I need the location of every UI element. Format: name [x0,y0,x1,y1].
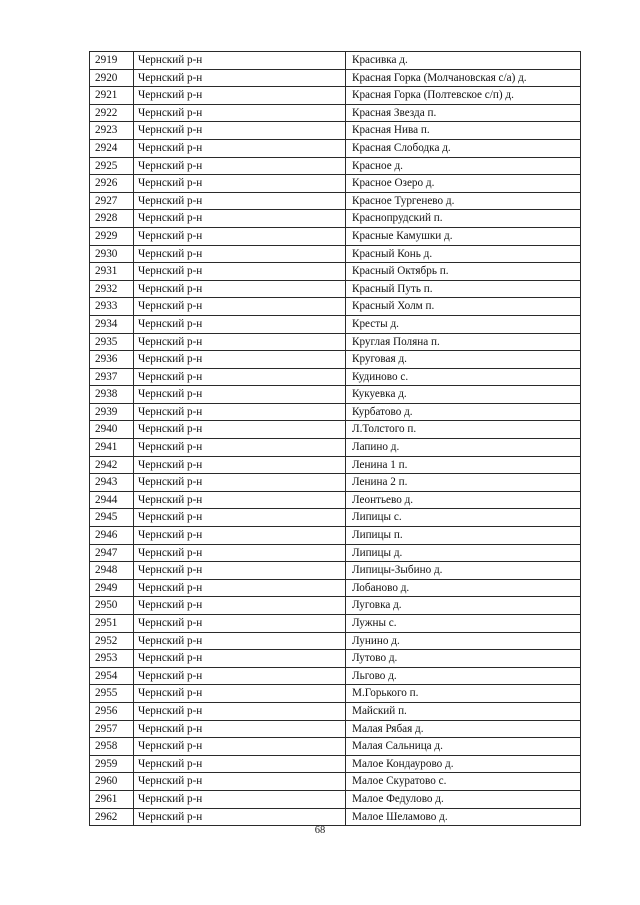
row-number-cell: 2949 [90,579,134,597]
table-row [90,87,581,105]
region-cell: Чернский р-н [134,738,346,756]
settlement-cell: Красный Путь п. [346,280,581,298]
row-number-cell: 2922 [90,104,134,122]
row-number-cell: 2940 [90,421,134,439]
table-row [90,245,581,263]
region-cell: Чернский р-н [134,351,346,369]
table-row [90,192,581,210]
table-row [90,650,581,668]
table-row [90,280,581,298]
settlement-cell: Красные Камушки д. [346,227,581,245]
row-number-cell: 2943 [90,474,134,492]
settlement-cell: Липицы-Зыбино д. [346,562,581,580]
settlement-cell: Кукуевка д. [346,386,581,404]
region-cell: Чернский р-н [134,87,346,105]
region-cell: Чернский р-н [134,421,346,439]
region-cell: Чернский р-н [134,491,346,509]
row-number-cell: 2945 [90,509,134,527]
region-cell: Чернский р-н [134,474,346,492]
row-number-cell: 2926 [90,175,134,193]
table-row [90,667,581,685]
row-number-cell: 2953 [90,650,134,668]
region-cell: Чернский р-н [134,579,346,597]
row-number-cell: 2958 [90,738,134,756]
row-number-cell: 2919 [90,52,134,70]
settlement-cell: Ленина 1 п. [346,456,581,474]
settlement-cell: Красный Холм п. [346,298,581,316]
settlement-cell: Красное д. [346,157,581,175]
row-number-cell: 2954 [90,667,134,685]
row-number-cell: 2961 [90,790,134,808]
row-number-cell: 2939 [90,403,134,421]
table-body [90,52,581,826]
region-cell: Чернский р-н [134,368,346,386]
row-number-cell: 2931 [90,263,134,281]
region-cell: Чернский р-н [134,615,346,633]
settlement-cell: Майский п. [346,702,581,720]
table-row [90,351,581,369]
row-number-cell: 2960 [90,773,134,791]
region-cell: Чернский р-н [134,439,346,457]
table-row [90,368,581,386]
settlement-cell: Краснопрудский п. [346,210,581,228]
settlement-cell: Лапино д. [346,439,581,457]
settlement-cell: Курбатово д. [346,403,581,421]
table-row [90,386,581,404]
region-cell: Чернский р-н [134,175,346,193]
row-number-cell: 2950 [90,597,134,615]
row-number-cell: 2928 [90,210,134,228]
table-row [90,615,581,633]
row-number-cell: 2952 [90,632,134,650]
row-number-cell: 2957 [90,720,134,738]
table-row [90,403,581,421]
region-cell: Чернский р-н [134,720,346,738]
row-number-cell: 2933 [90,298,134,316]
region-cell: Чернский р-н [134,702,346,720]
settlement-cell: Л.Толстого п. [346,421,581,439]
settlement-cell: Красная Горка (Молчановская с/а) д. [346,69,581,87]
region-cell: Чернский р-н [134,544,346,562]
region-cell: Чернский р-н [134,456,346,474]
table-row [90,544,581,562]
region-cell: Чернский р-н [134,562,346,580]
table-row [90,456,581,474]
settlement-cell: Малая Сальница д. [346,738,581,756]
region-cell: Чернский р-н [134,104,346,122]
region-cell: Чернский р-н [134,403,346,421]
row-number-cell: 2920 [90,69,134,87]
region-cell: Чернский р-н [134,192,346,210]
table-row [90,755,581,773]
table-row [90,52,581,70]
settlement-cell: Лунино д. [346,632,581,650]
region-cell: Чернский р-н [134,298,346,316]
table-row [90,439,581,457]
settlement-cell: Красная Слободка д. [346,139,581,157]
row-number-cell: 2927 [90,192,134,210]
table-row [90,808,581,826]
row-number-cell: 2941 [90,439,134,457]
region-cell: Чернский р-н [134,122,346,140]
row-number-cell: 2938 [90,386,134,404]
row-number-cell: 2944 [90,491,134,509]
settlement-cell: Красное Тургенево д. [346,192,581,210]
table-row [90,509,581,527]
region-cell: Чернский р-н [134,790,346,808]
settlement-cell: Красивка д. [346,52,581,70]
row-number-cell: 2935 [90,333,134,351]
region-cell: Чернский р-н [134,808,346,826]
row-number-cell: 2951 [90,615,134,633]
settlement-cell: Красное Озеро д. [346,175,581,193]
settlement-cell: Круговая д. [346,351,581,369]
table-row [90,104,581,122]
table-row [90,210,581,228]
region-cell: Чернский р-н [134,773,346,791]
table-row [90,720,581,738]
region-cell: Чернский р-н [134,632,346,650]
region-cell: Чернский р-н [134,210,346,228]
region-cell: Чернский р-н [134,315,346,333]
table-row [90,227,581,245]
table-row [90,527,581,545]
table-row [90,632,581,650]
table-row [90,263,581,281]
settlement-cell: Липицы п. [346,527,581,545]
settlement-cell: Малое Шеламово д. [346,808,581,826]
settlement-cell: Красная Звезда п. [346,104,581,122]
table-row [90,157,581,175]
table-row [90,562,581,580]
table-row [90,139,581,157]
settlement-cell: Кудиново с. [346,368,581,386]
region-cell: Чернский р-н [134,157,346,175]
row-number-cell: 2923 [90,122,134,140]
settlement-cell: Круглая Поляна п. [346,333,581,351]
table-row [90,333,581,351]
settlement-cell: М.Горького п. [346,685,581,703]
settlement-cell: Липицы д. [346,544,581,562]
settlement-cell: Красная Нива п. [346,122,581,140]
region-cell: Чернский р-н [134,245,346,263]
region-cell: Чернский р-н [134,52,346,70]
region-cell: Чернский р-н [134,755,346,773]
region-cell: Чернский р-н [134,597,346,615]
table-row [90,315,581,333]
settlement-cell: Ленина 2 п. [346,474,581,492]
table-row [90,685,581,703]
table-row [90,69,581,87]
settlement-cell: Малая Рябая д. [346,720,581,738]
row-number-cell: 2936 [90,351,134,369]
region-cell: Чернский р-н [134,386,346,404]
region-cell: Чернский р-н [134,685,346,703]
table-row [90,597,581,615]
row-number-cell: 2934 [90,315,134,333]
region-cell: Чернский р-н [134,667,346,685]
region-cell: Чернский р-н [134,280,346,298]
settlement-cell: Кресты д. [346,315,581,333]
settlement-cell: Лужны с. [346,615,581,633]
row-number-cell: 2921 [90,87,134,105]
row-number-cell: 2925 [90,157,134,175]
table-row [90,175,581,193]
settlements-table [89,51,581,826]
table-row [90,491,581,509]
settlement-cell: Лобаново д. [346,579,581,597]
region-cell: Чернский р-н [134,263,346,281]
table-row [90,790,581,808]
page-number: 68 [314,825,326,836]
region-cell: Чернский р-н [134,509,346,527]
settlement-cell: Льгово д. [346,667,581,685]
settlement-cell: Красная Горка (Полтевское с/п) д. [346,87,581,105]
settlement-cell: Леонтьево д. [346,491,581,509]
row-number-cell: 2956 [90,702,134,720]
settlement-cell: Малое Федулово д. [346,790,581,808]
region-cell: Чернский р-н [134,333,346,351]
region-cell: Чернский р-н [134,69,346,87]
region-cell: Чернский р-н [134,650,346,668]
row-number-cell: 2948 [90,562,134,580]
row-number-cell: 2947 [90,544,134,562]
settlement-cell: Малое Скуратово с. [346,773,581,791]
table-row [90,421,581,439]
region-cell: Чернский р-н [134,139,346,157]
region-cell: Чернский р-н [134,527,346,545]
settlement-cell: Лутово д. [346,650,581,668]
row-number-cell: 2932 [90,280,134,298]
row-number-cell: 2962 [90,808,134,826]
settlement-cell: Малое Кондаурово д. [346,755,581,773]
table-row [90,474,581,492]
table-row [90,122,581,140]
settlement-cell: Луговка д. [346,597,581,615]
table-row [90,702,581,720]
row-number-cell: 2929 [90,227,134,245]
table-row [90,579,581,597]
row-number-cell: 2942 [90,456,134,474]
row-number-cell: 2937 [90,368,134,386]
table-row [90,298,581,316]
row-number-cell: 2924 [90,139,134,157]
row-number-cell: 2946 [90,527,134,545]
settlement-cell: Липицы с. [346,509,581,527]
row-number-cell: 2955 [90,685,134,703]
settlement-cell: Красный Октябрь п. [346,263,581,281]
region-cell: Чернский р-н [134,227,346,245]
table-row [90,738,581,756]
row-number-cell: 2959 [90,755,134,773]
table-row [90,773,581,791]
settlement-cell: Красный Конь д. [346,245,581,263]
row-number-cell: 2930 [90,245,134,263]
